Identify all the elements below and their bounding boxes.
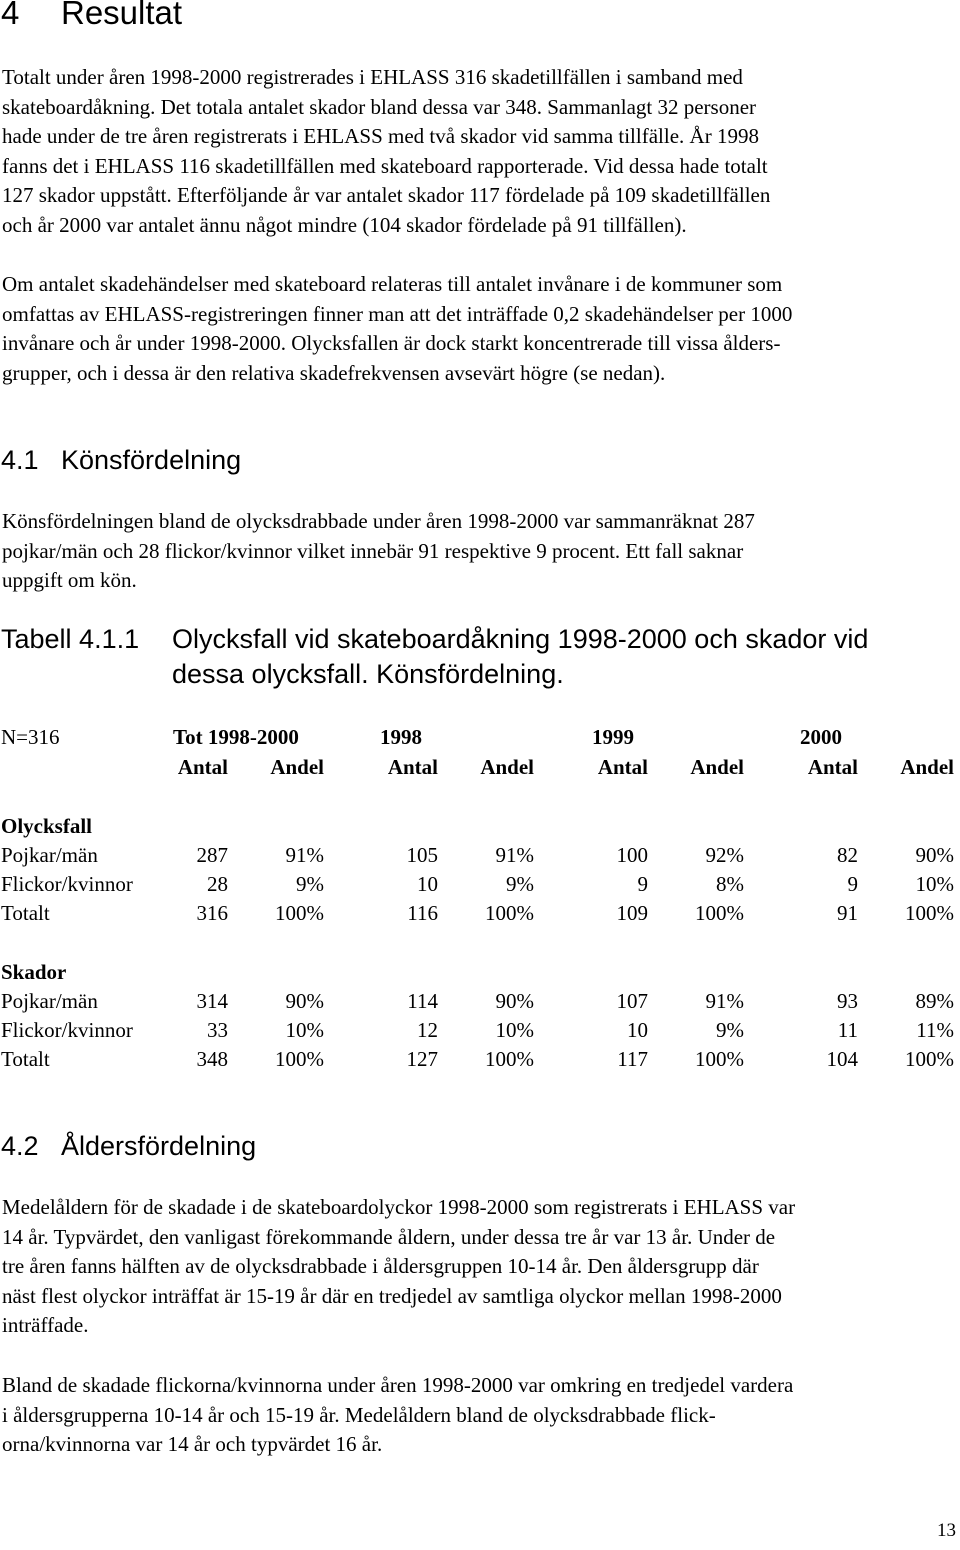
gender-paragraph bbox=[2, 507, 960, 596]
table-label: Tabell 4.1.1 bbox=[1, 624, 140, 654]
table-cell: 107 bbox=[616, 989, 648, 1013]
page-number: 13 bbox=[937, 1520, 956, 1541]
table-row-label: Totalt bbox=[1, 1047, 50, 1071]
girls-age-paragraph bbox=[2, 1371, 960, 1460]
table-n-label: N=316 bbox=[1, 725, 60, 749]
text-line: i åldersgrupperna 10-14 år och 15-19 år. Medelåldern bland de olycksdrabbade flick- bbox=[2, 1402, 716, 1427]
table-column-header: Andel bbox=[480, 755, 534, 779]
text-line: Könsfördelningen bland de olycksdrabbade under åren 1998-2000 var sammanräknat 287 bbox=[2, 509, 755, 533]
text-line: skateboardåkning. Det totala antalet skador bland dessa var 348. Sammanlagt 32 personer bbox=[2, 94, 757, 119]
table-cell: 314 bbox=[196, 989, 228, 1013]
table-column-header: Antal bbox=[597, 755, 648, 779]
section-number: 4 bbox=[1, 0, 20, 31]
text-line: tre åren fanns hälften av de olycksdrabbade i åldersgruppen 10-14 år. Den åldersgrupp där bbox=[2, 1254, 759, 1278]
table-column-header: Andel bbox=[270, 755, 324, 779]
text-line: 14 år. Typvärdet, den vanligast förekommande åldern, under dessa tre år var 13 år. Under de bbox=[2, 1224, 776, 1249]
table-cell: 9 bbox=[637, 872, 648, 896]
table-cell: 348 bbox=[196, 1047, 228, 1071]
table-cell: 11 bbox=[837, 1018, 858, 1042]
text-line: invånare och år under 1998-2000. Olycksfallen är dock starkt koncentrerade till vissa ålders- bbox=[2, 331, 781, 355]
text-line: fanns det i EHLASS 116 skadetillfällen med skateboard rapporterade. Vid dessa hade totalt bbox=[2, 153, 768, 178]
table-group-header: 1998 bbox=[380, 725, 422, 749]
table-column-header: Andel bbox=[900, 755, 954, 779]
subsection-heading-gender bbox=[1, 445, 241, 476]
table-cell: 100% bbox=[485, 1047, 534, 1071]
table-row-label: Flickor/kvinnor bbox=[1, 872, 133, 896]
age-paragraph bbox=[2, 1193, 960, 1341]
table-column-header: Antal bbox=[387, 755, 438, 779]
table-cell: 11% bbox=[916, 1018, 954, 1042]
table-cell: 105 bbox=[406, 843, 438, 867]
table-cell: 93 bbox=[837, 989, 858, 1013]
table-title-line: Olycksfall vid skateboardåkning 1998-2000 och skador vid bbox=[172, 624, 869, 654]
table-cell: 10 bbox=[627, 1018, 648, 1042]
table-cell: 9% bbox=[296, 872, 324, 896]
table-cell: 91% bbox=[285, 843, 324, 867]
table-cell: 100 bbox=[616, 843, 648, 867]
table-cell: 100% bbox=[485, 901, 534, 925]
table-cell: 10 bbox=[417, 872, 438, 896]
table-cell: 100% bbox=[695, 1047, 744, 1071]
text-line: Om antalet skadehändelser med skateboard relateras till antalet invånare i de kommuner som bbox=[2, 272, 783, 296]
table-row-label: Pojkar/män bbox=[1, 989, 98, 1013]
table-row-label: Flickor/kvinnor bbox=[1, 1018, 133, 1042]
table-cell: 90% bbox=[285, 989, 324, 1013]
text-line: 127 skador uppstått. Efterföljande år var antalet skador 117 fördelade på 109 skadetillfällen bbox=[2, 183, 771, 207]
table-cell: 100% bbox=[905, 1047, 954, 1071]
subsection-heading-age bbox=[1, 1131, 256, 1162]
text-line: Medelåldern för de skadade i de skateboardolyckor 1998-2000 som registrerats i EHLASS var bbox=[2, 1195, 796, 1219]
section-heading bbox=[1, 0, 182, 32]
table-row-label: Pojkar/män bbox=[1, 843, 98, 867]
table-cell: 287 bbox=[196, 843, 228, 867]
subsection-title: Åldersfördelning bbox=[61, 1131, 257, 1161]
table-cell: 8% bbox=[716, 872, 744, 896]
table-cell: 117 bbox=[617, 1047, 648, 1071]
table-title bbox=[172, 622, 952, 692]
text-line: orna/kvinnorna var 14 år och typvärdet 16 år. bbox=[2, 1432, 383, 1456]
table-cell: 9 bbox=[847, 872, 858, 896]
table-cell: 109 bbox=[616, 901, 648, 925]
table-cell: 100% bbox=[905, 901, 954, 925]
table-cell: 91% bbox=[705, 989, 744, 1013]
subsection-number: 4.2 bbox=[1, 1131, 39, 1161]
text-line: Totalt under åren 1998-2000 registrerades i EHLASS 316 skadetillfällen i samband med bbox=[2, 65, 743, 89]
intro-paragraph bbox=[2, 63, 960, 240]
section-title: Resultat bbox=[61, 0, 183, 31]
table-cell: 100% bbox=[275, 901, 324, 925]
text-line: och år 2000 var antalet ännu något mindre (104 skador fördelade på 91 tillfällen). bbox=[2, 212, 687, 237]
table-cell: 100% bbox=[275, 1047, 324, 1071]
table-cell: 104 bbox=[826, 1047, 858, 1071]
table-column-header: Andel bbox=[690, 755, 744, 779]
table-group-header: Tot 1998-2000 bbox=[173, 725, 299, 749]
text-line: inträffade. bbox=[2, 1313, 89, 1337]
table-cell: 90% bbox=[495, 989, 534, 1013]
table-cell: 10% bbox=[915, 872, 954, 896]
text-line: grupper, och i dessa är den relativa skadefrekvensen avsevärt högre (se nedan). bbox=[2, 360, 666, 385]
table-cell: 114 bbox=[407, 989, 438, 1013]
table-title-line: dessa olycksfall. Könsfördelning. bbox=[172, 659, 564, 689]
text-line: pojkar/män och 28 flickor/kvinnor vilket innebär 91 respektive 9 procent. Ett fall saknar bbox=[2, 538, 744, 563]
table-section-title: Skador bbox=[1, 960, 67, 984]
table-cell: 89% bbox=[915, 989, 954, 1013]
rate-paragraph bbox=[2, 270, 960, 388]
table-cell: 91% bbox=[495, 843, 534, 867]
table-cell: 9% bbox=[506, 872, 534, 896]
table-cell: 127 bbox=[406, 1047, 438, 1071]
table-cell: 92% bbox=[705, 843, 744, 867]
table-cell: 91 bbox=[837, 901, 858, 925]
table-group-header: 2000 bbox=[800, 725, 842, 749]
table-cell: 33 bbox=[207, 1018, 228, 1042]
text-line: uppgift om kön. bbox=[2, 568, 137, 592]
table-cell: 9% bbox=[716, 1018, 744, 1042]
table-column-header: Antal bbox=[807, 755, 858, 779]
text-line: Bland de skadade flickorna/kvinnorna under åren 1998-2000 var omkring en tredjedel vardera bbox=[2, 1373, 794, 1397]
subsection-number: 4.1 bbox=[1, 445, 39, 475]
table-cell: 316 bbox=[196, 901, 228, 925]
text-line: näst flest olyckor inträffat är 15-19 år där en tredjedel av samtliga olyckor mellan 1998-2000 bbox=[2, 1283, 782, 1308]
subsection-title: Könsfördelning bbox=[61, 445, 242, 475]
table-column-header: Antal bbox=[177, 755, 228, 779]
text-line: hade under de tre åren registrerats i EHLASS med två skador vid samma tillfälle. År 1998 bbox=[2, 124, 759, 148]
table-row-label: Totalt bbox=[1, 901, 50, 925]
table-cell: 116 bbox=[407, 901, 438, 925]
table-cell: 82 bbox=[837, 843, 858, 867]
table-cell: 10% bbox=[285, 1018, 324, 1042]
table-cell: 12 bbox=[417, 1018, 438, 1042]
table-cell: 10% bbox=[495, 1018, 534, 1042]
table-cell: 100% bbox=[695, 901, 744, 925]
table-group-header: 1999 bbox=[592, 725, 634, 749]
table-section-title: Olycksfall bbox=[1, 814, 93, 838]
text-line: omfattas av EHLASS-registreringen finner man att det inträffade 0,2 skadehändelser per 1000 bbox=[2, 301, 793, 326]
table-cell: 90% bbox=[915, 843, 954, 867]
table-cell: 28 bbox=[207, 872, 228, 896]
